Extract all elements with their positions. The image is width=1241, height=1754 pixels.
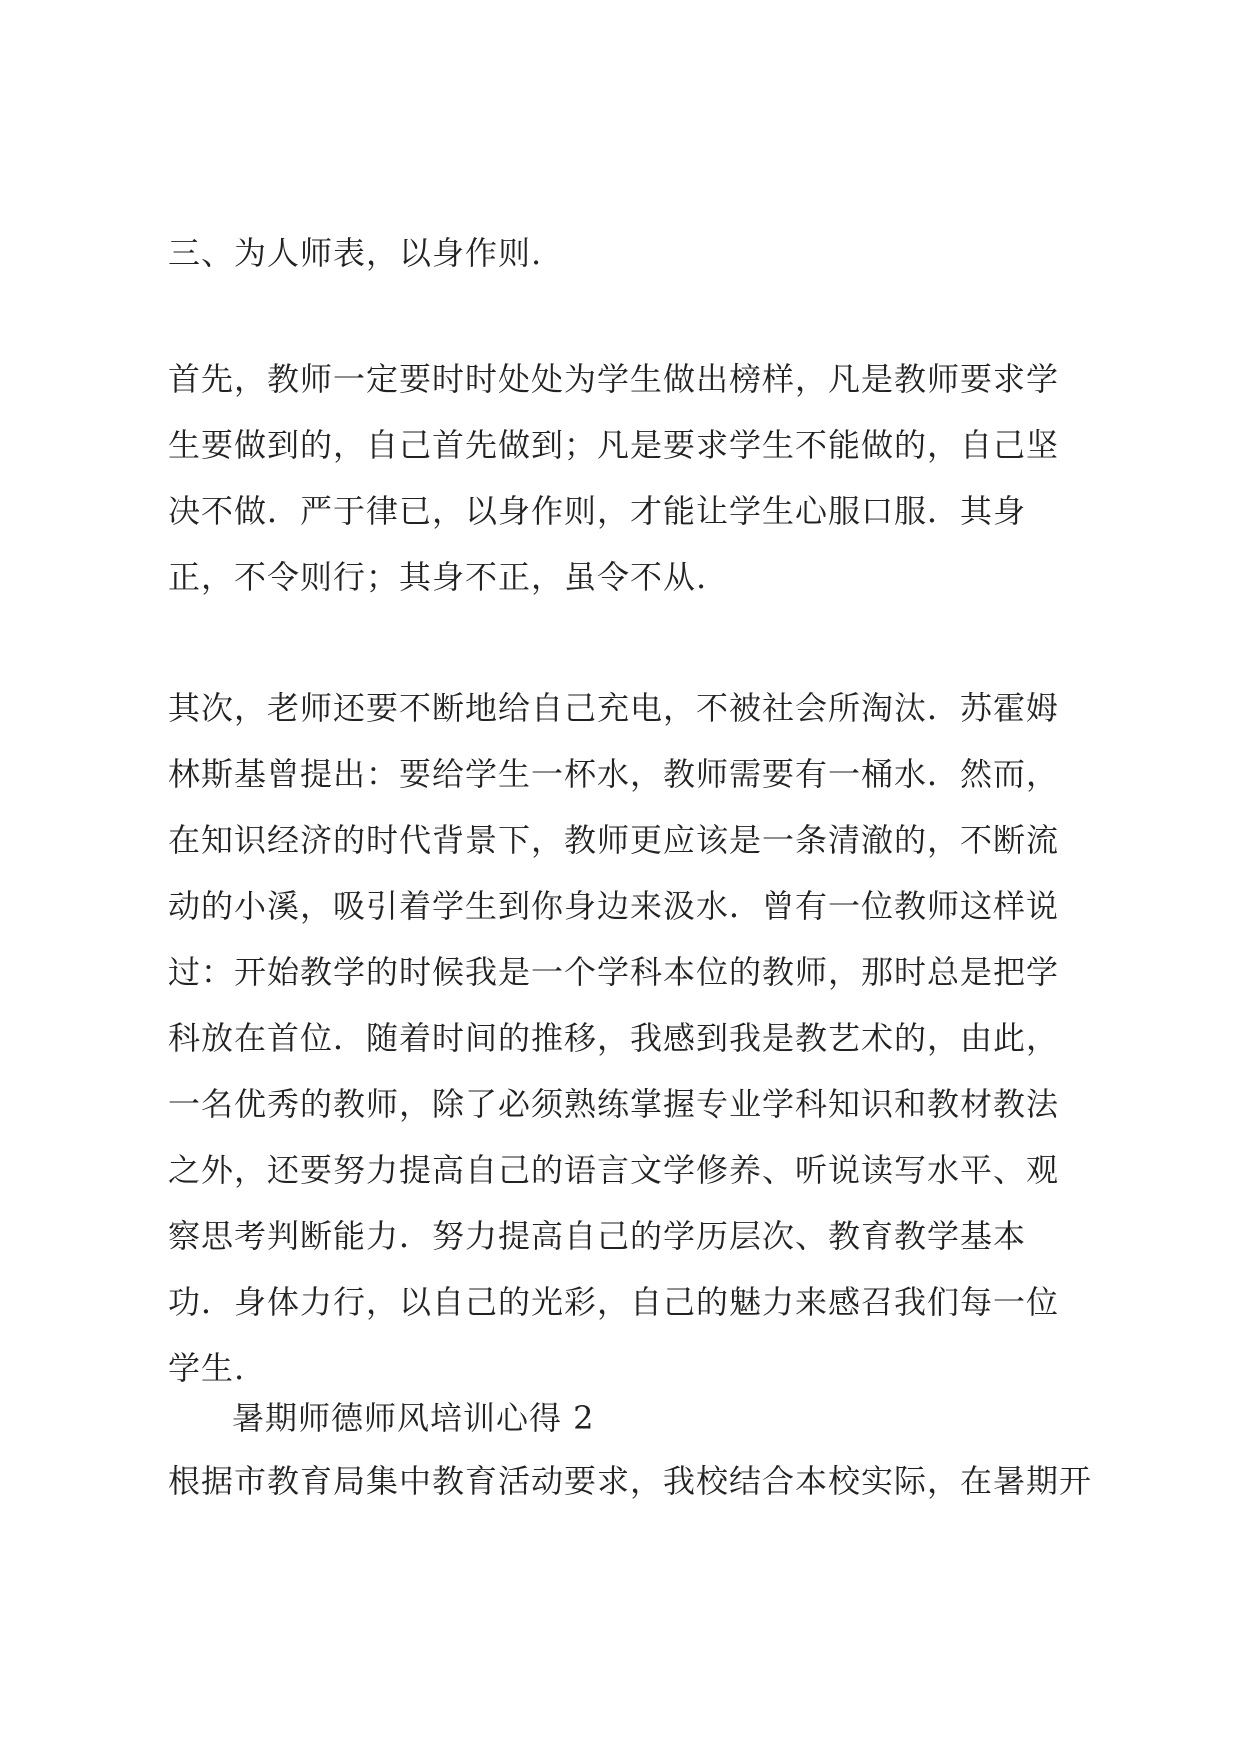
paragraph-self-improvement: 其次，老师还要不断地给自己充电，不被社会所淘汰．苏霍姆林斯基曾提出：要给学生一杯水，教师需要有一桶水．然而，在知识经济的时代背景下，教师更应该是一条清澈的，不断流动的小溪，吸引着学生到你身边来汲水．曾有一位教师这样说过：开始教学的时候我是一个学科本位的教师，那时总是把学科放在首位．随着时间的推移，我感到我是教艺术的，由此，一名优秀的教师，除了必须熟练掌握专业学科知识和教材教法之外，还要努力提高自己的语言文学修养、听说读写水平、观察思考判断能力．努力提高自己的学历层次、教育教学基本功．身体力行，以自己的光彩，自己的魅力来感召我们每一位学生. [168,689,1060,1387]
paragraph-role-model: 首先，教师一定要时时处处为学生做出榜样，凡是教师要求学生要做到的，自己首先做到；凡是要求学生不能做的，自己坚决不做．严于律已，以身作则，才能让学生心服口服．其身正，不令则行；其身不正，虽令不从. [168,360,1060,596]
section-heading: 三、为人师表，以身作则. [168,234,543,272]
paragraph-intro: 根据市教育局集中教育活动要求，我校结合本校实际，在暑期开 [168,1462,1093,1500]
article-title: 暑期师德师风培训心得 2 [232,1399,595,1437]
